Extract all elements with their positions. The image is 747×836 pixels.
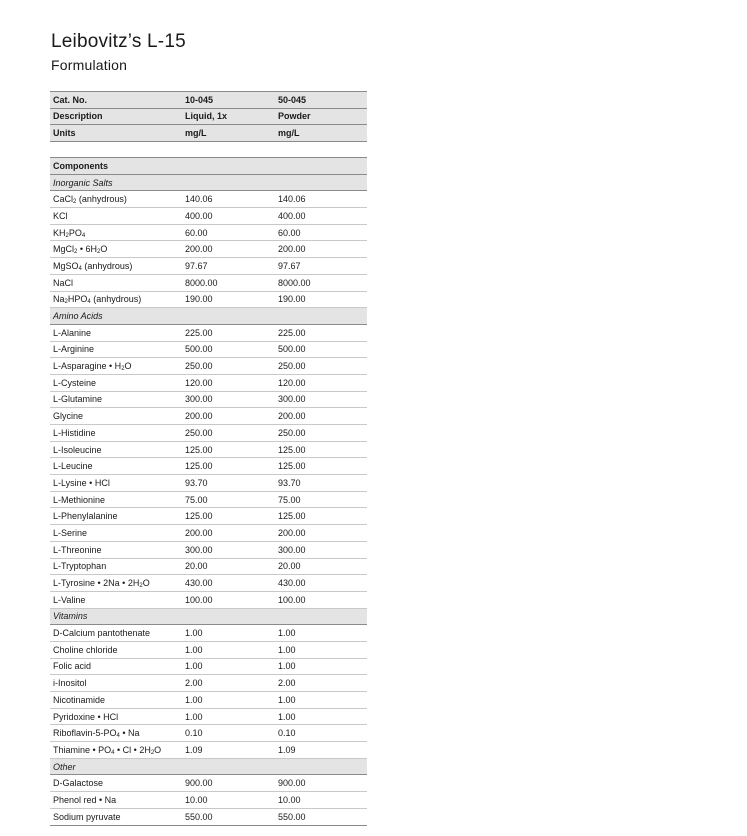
- component-row: [50, 441, 367, 458]
- liquid-value: 200.00: [182, 408, 275, 425]
- powder-value: 125.00: [275, 458, 367, 475]
- header-value: 10-045: [182, 92, 275, 109]
- liquid-value: 125.00: [182, 508, 275, 525]
- liquid-value: 140.06: [182, 191, 275, 208]
- component-name: Folic acid: [50, 658, 182, 675]
- liquid-value: 200.00: [182, 241, 275, 258]
- component-name: L-Valine: [50, 591, 182, 608]
- product-header-table: [50, 91, 367, 142]
- header-value: Powder: [275, 108, 367, 125]
- component-row: [50, 658, 367, 675]
- powder-value: 60.00: [275, 224, 367, 241]
- powder-value: 430.00: [275, 575, 367, 592]
- powder-value: 20.00: [275, 558, 367, 575]
- powder-value: 200.00: [275, 408, 367, 425]
- powder-value: 1.00: [275, 625, 367, 642]
- powder-value: 93.70: [275, 475, 367, 492]
- liquid-value: 400.00: [182, 208, 275, 225]
- powder-value: 400.00: [275, 208, 367, 225]
- component-name: NaCl: [50, 274, 182, 291]
- component-row: [50, 558, 367, 575]
- powder-value: 1.00: [275, 641, 367, 658]
- powder-value: 0.10: [275, 725, 367, 742]
- component-name: L-Phenylalanine: [50, 508, 182, 525]
- component-row: [50, 742, 367, 759]
- liquid-value: 300.00: [182, 391, 275, 408]
- component-row: [50, 792, 367, 809]
- powder-value: 200.00: [275, 241, 367, 258]
- liquid-value: 75.00: [182, 491, 275, 508]
- liquid-value: 20.00: [182, 558, 275, 575]
- components-table: [50, 157, 367, 826]
- powder-value: 550.00: [275, 808, 367, 825]
- powder-value: 225.00: [275, 324, 367, 341]
- group-heading-row: [50, 174, 367, 191]
- header-row: [50, 108, 367, 125]
- powder-value: 125.00: [275, 508, 367, 525]
- liquid-value: 225.00: [182, 324, 275, 341]
- component-row: [50, 374, 367, 391]
- component-row: [50, 324, 367, 341]
- powder-value: 100.00: [275, 591, 367, 608]
- liquid-value: 1.00: [182, 692, 275, 709]
- powder-value: 1.00: [275, 708, 367, 725]
- page-title: Leibovitz’s L-15: [51, 31, 186, 52]
- component-row: [50, 358, 367, 375]
- liquid-value: 550.00: [182, 808, 275, 825]
- component-row: [50, 191, 367, 208]
- component-name: Choline chloride: [50, 641, 182, 658]
- liquid-value: 1.00: [182, 658, 275, 675]
- header-label: Cat. No.: [50, 92, 182, 109]
- liquid-value: 250.00: [182, 358, 275, 375]
- component-row: [50, 274, 367, 291]
- powder-value: 120.00: [275, 374, 367, 391]
- liquid-value: 8000.00: [182, 274, 275, 291]
- liquid-value: 430.00: [182, 575, 275, 592]
- powder-value: 97.67: [275, 258, 367, 275]
- liquid-value: 190.00: [182, 291, 275, 308]
- component-row: [50, 725, 367, 742]
- liquid-value: 97.67: [182, 258, 275, 275]
- powder-value: 75.00: [275, 491, 367, 508]
- component-name: L-Glutamine: [50, 391, 182, 408]
- component-name: Riboflavin-$5-PO_4$ • Na: [50, 725, 182, 742]
- component-row: [50, 458, 367, 475]
- component-name: $KH_2PO_4$: [50, 224, 182, 241]
- powder-value: 900.00: [275, 775, 367, 792]
- component-name: CaCl$_2$ (anhydrous): [50, 191, 182, 208]
- group-heading-row: [50, 758, 367, 775]
- liquid-value: 0.10: [182, 725, 275, 742]
- header-row: [50, 92, 367, 109]
- powder-value: 250.00: [275, 425, 367, 442]
- group-heading: Vitamins: [50, 608, 367, 625]
- powder-value: 8000.00: [275, 274, 367, 291]
- header-label: Description: [50, 108, 182, 125]
- components-heading: Components: [50, 158, 367, 175]
- liquid-value: 10.00: [182, 792, 275, 809]
- component-name: Thiamine • $PO_4$ • Cl • $2H_2O$: [50, 742, 182, 759]
- liquid-value: 1.00: [182, 641, 275, 658]
- liquid-value: 120.00: [182, 374, 275, 391]
- components-heading-row: [50, 158, 367, 175]
- group-heading-row: [50, 608, 367, 625]
- component-row: [50, 625, 367, 642]
- component-name: L-Isoleucine: [50, 441, 182, 458]
- component-row: [50, 525, 367, 542]
- component-name: Nicotinamide: [50, 692, 182, 709]
- component-row: [50, 475, 367, 492]
- component-row: [50, 641, 367, 658]
- component-row: [50, 808, 367, 825]
- powder-value: 200.00: [275, 525, 367, 542]
- liquid-value: 200.00: [182, 525, 275, 542]
- component-row: [50, 591, 367, 608]
- header-value: mg/L: [182, 125, 275, 142]
- component-row: [50, 675, 367, 692]
- powder-value: 125.00: [275, 441, 367, 458]
- component-row: [50, 425, 367, 442]
- header-value: Liquid, 1x: [182, 108, 275, 125]
- component-name: Sodium pyruvate: [50, 808, 182, 825]
- component-row: [50, 258, 367, 275]
- component-name: L-Histidine: [50, 425, 182, 442]
- component-row: [50, 775, 367, 792]
- component-name: L-Alanine: [50, 324, 182, 341]
- component-row: [50, 541, 367, 558]
- component-row: [50, 491, 367, 508]
- liquid-value: 300.00: [182, 541, 275, 558]
- powder-value: 140.06: [275, 191, 367, 208]
- powder-value: 250.00: [275, 358, 367, 375]
- component-row: [50, 708, 367, 725]
- component-name: D-Calcium pantothenate: [50, 625, 182, 642]
- component-name: L-Tyrosine • 2Na • $2H_2O$: [50, 575, 182, 592]
- component-name: L-Leucine: [50, 458, 182, 475]
- liquid-value: 250.00: [182, 425, 275, 442]
- component-name: i-Inositol: [50, 675, 182, 692]
- powder-value: 300.00: [275, 541, 367, 558]
- powder-value: 1.00: [275, 692, 367, 709]
- liquid-value: 100.00: [182, 591, 275, 608]
- component-name: L-Asparagine • $H_2O$: [50, 358, 182, 375]
- component-name: L-Tryptophan: [50, 558, 182, 575]
- component-name: L-Arginine: [50, 341, 182, 358]
- component-name: Phenol red • Na: [50, 792, 182, 809]
- component-name: L-Lysine • HCl: [50, 475, 182, 492]
- component-row: [50, 224, 367, 241]
- powder-value: 1.00: [275, 658, 367, 675]
- component-name: $Na_2HPO_4$ (anhydrous): [50, 291, 182, 308]
- liquid-value: 2.00: [182, 675, 275, 692]
- liquid-value: 93.70: [182, 475, 275, 492]
- header-value: mg/L: [275, 125, 367, 142]
- group-heading-row: [50, 308, 367, 325]
- liquid-value: 125.00: [182, 458, 275, 475]
- component-name: MgSO$_4$ (anhydrous): [50, 258, 182, 275]
- component-name: L-Cysteine: [50, 374, 182, 391]
- group-heading: Other: [50, 758, 367, 775]
- component-name: L-Serine: [50, 525, 182, 542]
- powder-value: 2.00: [275, 675, 367, 692]
- component-row: [50, 575, 367, 592]
- powder-value: 300.00: [275, 391, 367, 408]
- powder-value: 10.00: [275, 792, 367, 809]
- liquid-value: 1.09: [182, 742, 275, 759]
- liquid-value: 900.00: [182, 775, 275, 792]
- component-name: D-Galactose: [50, 775, 182, 792]
- component-row: [50, 291, 367, 308]
- liquid-value: 60.00: [182, 224, 275, 241]
- liquid-value: 1.00: [182, 625, 275, 642]
- component-row: [50, 508, 367, 525]
- powder-value: 1.09: [275, 742, 367, 759]
- component-row: [50, 241, 367, 258]
- group-heading: Inorganic Salts: [50, 174, 367, 191]
- component-name: KCl: [50, 208, 182, 225]
- component-name: Pyridoxine • HCl: [50, 708, 182, 725]
- component-row: [50, 391, 367, 408]
- page-subtitle: Formulation: [51, 57, 128, 73]
- header-label: Units: [50, 125, 182, 142]
- powder-value: 190.00: [275, 291, 367, 308]
- liquid-value: 500.00: [182, 341, 275, 358]
- liquid-value: 125.00: [182, 441, 275, 458]
- component-row: [50, 208, 367, 225]
- group-heading: Amino Acids: [50, 308, 367, 325]
- component-name: L-Methionine: [50, 491, 182, 508]
- powder-value: 500.00: [275, 341, 367, 358]
- component-row: [50, 692, 367, 709]
- component-name: Glycine: [50, 408, 182, 425]
- component-name: MgCl$_2$ • $6H_2O$: [50, 241, 182, 258]
- component-row: [50, 408, 367, 425]
- header-row: [50, 125, 367, 142]
- header-value: 50-045: [275, 92, 367, 109]
- component-name: L-Threonine: [50, 541, 182, 558]
- component-row: [50, 341, 367, 358]
- liquid-value: 1.00: [182, 708, 275, 725]
